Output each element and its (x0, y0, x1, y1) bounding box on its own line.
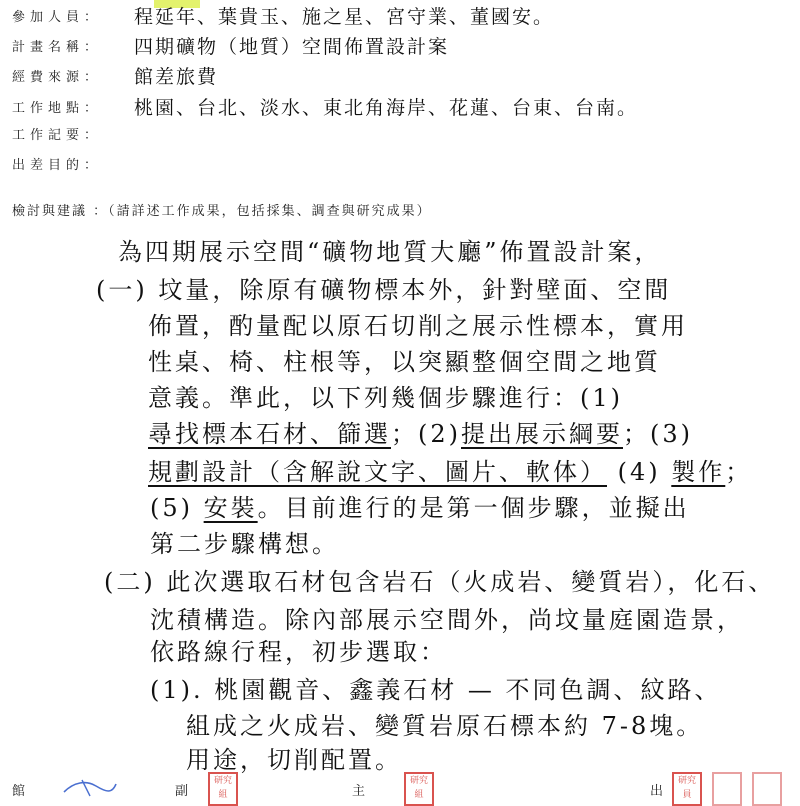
field-work-location (12, 93, 638, 120)
field-participants (12, 2, 554, 29)
footer-label-deputy: 副 (175, 784, 189, 799)
body-line: (1). 桃園觀音、鑫義石材 — 不同色調、紋路、 (150, 676, 722, 704)
footer-label-traveler: 出 (650, 784, 664, 799)
seal-stamp: 研究員 (672, 772, 702, 806)
step-number: (5) (150, 494, 193, 522)
step-separator: ；(2) (391, 420, 461, 448)
field-value: 程延年、葉貴玉、施之星、宮守業、董國安。 (134, 6, 555, 28)
step-number: (4) (617, 458, 661, 486)
step-3-planning: 規劃設計（含解說文字、圖片、軟体） (148, 458, 607, 486)
field-label: 計畫名稱： (12, 40, 103, 55)
field-label: 出差目的： (12, 158, 103, 173)
faint-seal (712, 772, 742, 806)
seal-stamp: 研究組 (208, 772, 238, 806)
approval-footer (0, 772, 800, 804)
body-line: 意義。準此，以下列幾個步驟進行：(1) (148, 384, 623, 412)
field-trip-purpose (12, 154, 134, 173)
body-line: (一) 坟量，除原有礦物標本外，針對壁面、空間 (96, 276, 672, 304)
field-label: 工作記要： (12, 128, 103, 143)
body-line: 性桌、椅、柱根等，以突顯整個空間之地質 (148, 348, 661, 376)
field-label: 參加人員： (12, 10, 103, 25)
step-2-outline: 提出展示綱要 (461, 420, 623, 448)
field-value: 館差旅費 (134, 66, 219, 88)
evaluation-label: 檢討與建議 ：（請詳述工作成果，包括採集、調查與研究成果） (12, 204, 432, 219)
body-line (148, 452, 752, 487)
body-line (148, 414, 693, 449)
seal-stamp: 研究組 (404, 772, 434, 806)
field-project-name (12, 32, 449, 59)
footer-label-director: 館 (12, 784, 26, 799)
step-4-production: 製作 (671, 458, 726, 486)
body-line: 佈置，酌量配以原石切削之展示性標本，實用 (148, 312, 688, 340)
field-funding-source (12, 62, 218, 89)
field-value: 桃園、台北、淡水、東北角海岸、花蓮、台東、台南。 (134, 97, 639, 119)
step-5-install: 安裝 (203, 494, 258, 522)
step-separator: ；(3) (623, 420, 693, 448)
body-line: (二) 此次選取石材包含岩石（火成岩、變質岩），化石、 (104, 568, 776, 596)
body-line: 用途，切削配置。 (186, 746, 402, 774)
field-value: 四期礦物（地質）空間佈置設計案 (134, 36, 450, 58)
faint-seal (752, 772, 782, 806)
footer-label-head: 主 (352, 784, 366, 799)
field-label: 經費來源： (12, 70, 103, 85)
step-separator: ； (725, 458, 753, 486)
body-line: 組成之火成岩、變質岩原石標本約 7-8塊。 (186, 712, 704, 740)
field-work-notes (12, 124, 134, 143)
body-line (150, 488, 690, 523)
body-line: 沈積構造。除內部展示空間外，尚坟量庭園造景， (150, 606, 744, 634)
signature-image (60, 774, 120, 800)
step-text: 。目前進行的是第一個步驟，並擬出 (257, 494, 690, 522)
body-line: 第二步驟構想。 (150, 530, 339, 558)
body-line: 為四期展示空間“礦物地質大廳”佈置設計案， (118, 238, 662, 266)
step-1-find-stones: 尋找標本石材、篩選 (148, 420, 391, 448)
body-line: 依路線行程，初步選取： (150, 638, 447, 666)
field-label: 工作地點： (12, 101, 103, 116)
